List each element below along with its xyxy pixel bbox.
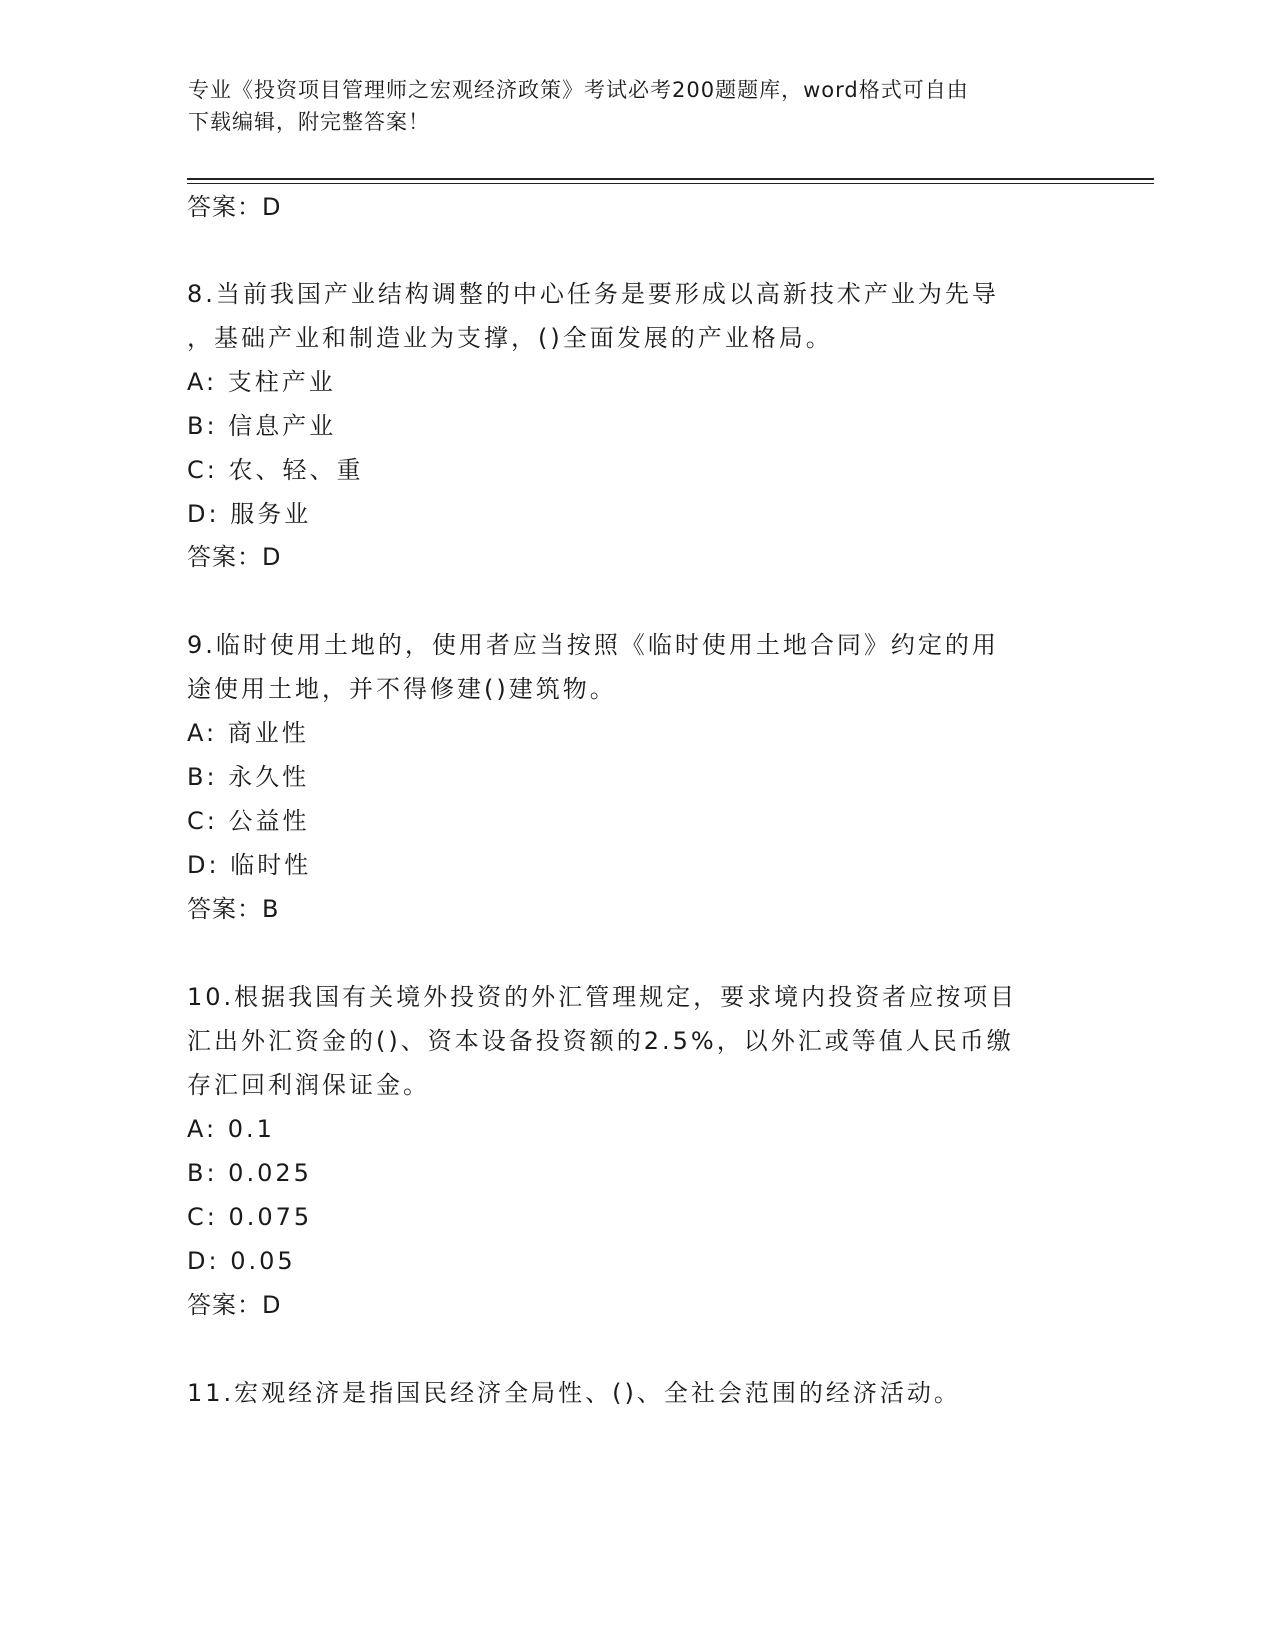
question-10-option-c: C: 0.075: [187, 1203, 313, 1231]
question-10-option-a: A: 0.1: [187, 1115, 275, 1143]
question-8-option-d: D: 服务业: [187, 500, 312, 528]
question-10-stem-line-2: 汇出外汇资金的()、资本设备投资额的2.5%，以外汇或等值人民币缴: [187, 1027, 1014, 1055]
question-10-stem-line-1: 10.根据我国有关境外投资的外汇管理规定，要求境内投资者应按项目: [187, 983, 1018, 1011]
question-8-option-c: C: 农、轻、重: [187, 456, 364, 484]
header-line-1: 专业《投资项目管理师之宏观经济政策》考试必考200题题库，word格式可自由: [188, 78, 969, 102]
question-9-option-b: B: 永久性: [187, 763, 310, 791]
question-8-answer: 答案：D: [187, 543, 282, 571]
question-10-answer: 答案：D: [187, 1291, 282, 1319]
question-9-option-c: C: 公益性: [187, 807, 310, 835]
question-8-option-a: A: 支柱产业: [187, 368, 336, 396]
header-divider-thick: [187, 178, 1154, 180]
question-8-stem-line-2: ，基础产业和制造业为支撑，()全面发展的产业格局。: [187, 324, 833, 352]
question-10-stem-line-3: 存汇回利润保证金。: [187, 1071, 430, 1099]
question-9-option-a: A: 商业性: [187, 719, 309, 747]
question-9-stem-line-2: 途使用土地，并不得修建()建筑物。: [187, 675, 617, 703]
document-header: [188, 74, 1068, 138]
question-9-option-d: D: 临时性: [187, 851, 312, 879]
header-divider-thin: [187, 183, 1154, 184]
question-10-option-b: B: 0.025: [187, 1159, 312, 1187]
question-8-stem-line-1: 8.当前我国产业结构调整的中心任务是要形成以高新技术产业为先导: [187, 280, 999, 308]
question-8-option-b: B: 信息产业: [187, 412, 337, 440]
question-11-stem-line-1: 11.宏观经济是指国民经济全局性、()、全社会范围的经济活动。: [187, 1379, 961, 1407]
question-9-answer: 答案：B: [187, 895, 280, 923]
question-10-option-d: D: 0.05: [187, 1247, 296, 1275]
question-9-stem-line-1: 9.临时使用土地的，使用者应当按照《临时使用土地合同》约定的用: [187, 631, 999, 659]
header-line-2: 下载编辑，附完整答案！: [188, 110, 430, 134]
previous-answer: 答案：D: [187, 193, 282, 221]
